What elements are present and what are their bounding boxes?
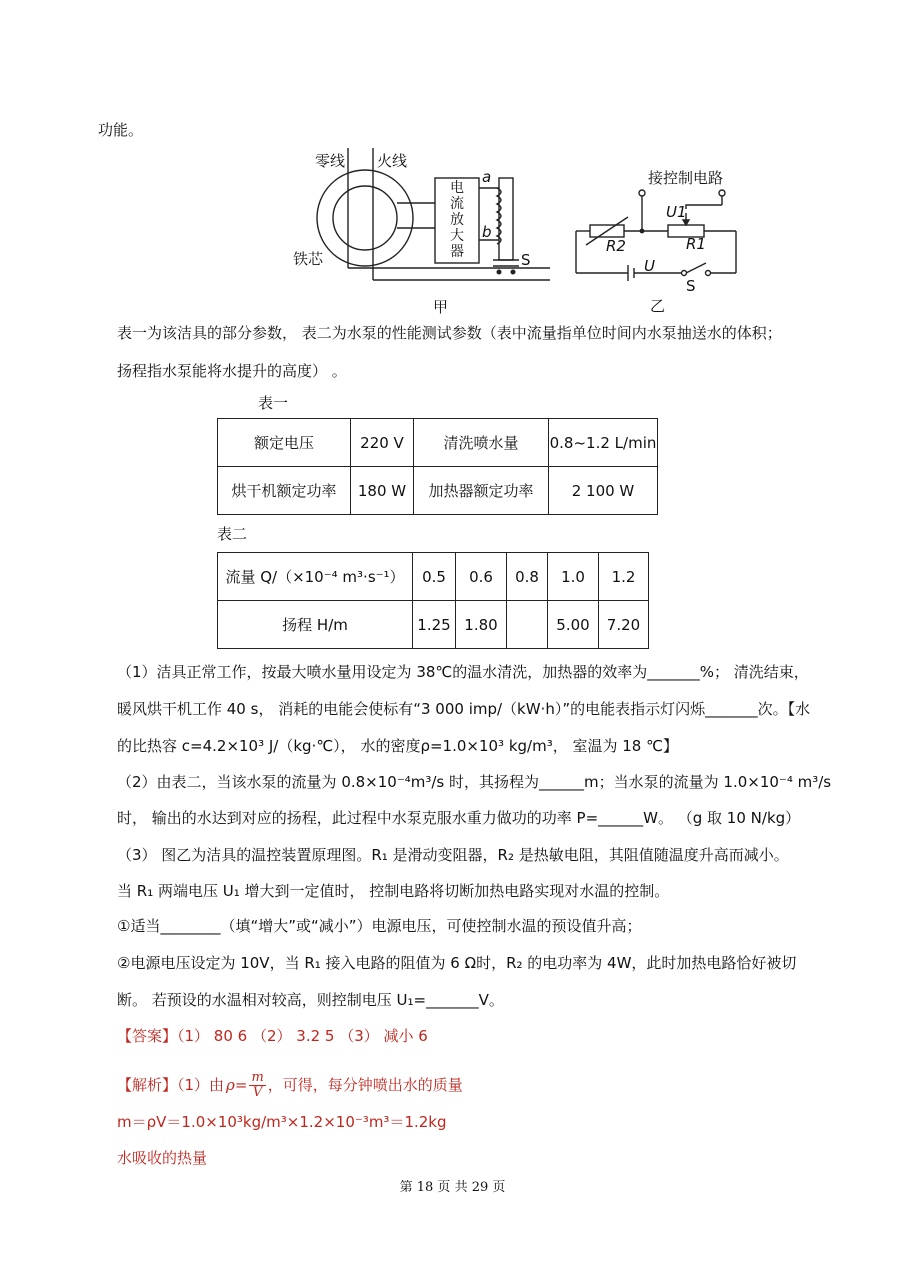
table1-cell: 0.8~1.2 L/min — [549, 419, 658, 467]
table1-cell: 2 100 W — [549, 467, 658, 515]
table2-title: 表二 — [217, 525, 248, 543]
analysis-prefix: 【解析】（1）由 — [117, 1076, 225, 1094]
page-footer: 第 18 页 共 29 页 — [399, 1180, 506, 1195]
table1-cell: 烘干机额定功率 — [218, 467, 351, 515]
table1-cell: 220 V — [351, 419, 414, 467]
amp-char: 流 — [450, 196, 464, 212]
label-a: a — [482, 168, 492, 186]
figure-jia — [285, 148, 565, 318]
label-switch-s: S — [521, 251, 531, 269]
question-line: 时， 输出的水达到对应的扬程，此过程中水泵克服水重力做功的功率 P=______W。 （g 取 10 N/kg） — [117, 809, 801, 827]
table2-cell: 0.8 — [507, 553, 548, 601]
caption-yi: 乙 — [650, 297, 666, 315]
question-line: 暖风烘干机工作 40 s， 消耗的电能会使标有“3 000 imp/（kW·h）”的电能表指示灯闪烁_______次。【水 — [117, 700, 811, 718]
formula-denominator: V — [252, 1084, 263, 1100]
label-r2: R2 — [606, 237, 626, 255]
label-live-line: 火线 — [377, 152, 408, 170]
label-control-circuit: 接控制电路 — [648, 169, 724, 187]
intro-line: 功能。 — [98, 121, 144, 139]
question-line: （2）由表二，当该水泵的流量为 0.8×10⁻⁴m³/s 时，其扬程为______m；当水泵的流量为 1.0×10⁻⁴ m³/s — [117, 773, 832, 791]
table2-label-head: 扬程 H/m — [218, 601, 413, 649]
label-switch-s: S — [686, 277, 696, 295]
table1-cell: 180 W — [351, 467, 414, 515]
table1-cell: 清洗喷水量 — [414, 419, 549, 467]
table2-cell: 5.00 — [548, 601, 599, 649]
table2-cell: 0.5 — [413, 553, 456, 601]
table2-cell: 1.80 — [456, 601, 507, 649]
amp-char: 器 — [450, 244, 464, 260]
table1-cell: 加热器额定功率 — [414, 467, 549, 515]
question-line: 当 R₁ 两端电压 U₁ 增大到一定值时， 控制电路将切断加热电路实现对水温的控制。 — [117, 882, 670, 900]
table2-cell: 7.20 — [599, 601, 649, 649]
label-iron-core: 铁芯 — [293, 250, 324, 268]
label-r1: R1 — [686, 235, 706, 253]
amp-char: 电 — [450, 180, 464, 196]
table2-cell: 1.2 — [599, 553, 649, 601]
table2-label-flow: 流量 Q/（×10⁻⁴ m³·s⁻¹） — [218, 553, 413, 601]
table1-title: 表一 — [258, 394, 289, 412]
label-u1: U1 — [666, 203, 687, 221]
question-line: （3） 图乙为洁具的温控装置原理图。R₁ 是滑动变阻器，R₂ 是热敏电阻，其阻值随温度升高而减小。 — [117, 846, 789, 864]
table1 — [217, 418, 658, 515]
table2 — [217, 552, 649, 649]
figure-jia-drawing — [285, 148, 565, 318]
figure-yi — [570, 165, 750, 315]
heat-line: 水吸收的热量 — [117, 1149, 208, 1167]
question-line: 的比热容 c=4.2×10³ J/（kg·℃）， 水的密度ρ=1.0×10³ kg/m³， 室温为 18 ℃】 — [117, 737, 678, 755]
table1-row — [218, 419, 658, 467]
analysis-suffix: ，可得，每分钟喷出水的质量 — [267, 1076, 463, 1094]
label-neutral-line: 零线 — [315, 152, 346, 170]
mass-calculation: m＝ρV＝1.0×10³kg/m³×1.2×10⁻³m³＝1.2kg — [117, 1113, 447, 1131]
para-tables-line-1: 表一为该洁具的部分参数， 表二为水泵的性能测试参数（表中流量指单位时间内水泵抽送水的体积； — [117, 324, 782, 342]
amp-char: 大 — [450, 228, 464, 244]
density-formula-lhs: ρ= — [226, 1076, 248, 1094]
table1-row — [218, 467, 658, 515]
answer-line: 【答案】（1） 80 6 （2） 3.2 5 （3） 减小 6 — [117, 1027, 428, 1045]
question-line: ②电源电压设定为 10V，当 R₁ 接入电路的阻值为 6 Ω时，R₂ 的电功率为 4W，此时加热电路恰好被切 — [117, 954, 797, 972]
table2-cell: 1.25 — [413, 601, 456, 649]
table1-cell: 额定电压 — [218, 419, 351, 467]
question-line: 断。 若预设的水温相对较高，则控制电压 U₁=_______V。 — [117, 991, 504, 1009]
label-b: b — [482, 223, 492, 241]
table2-cell — [507, 601, 548, 649]
question-line: （1）洁具正常工作，按最大喷水量用设定为 38℃的温水清洗，加热器的效率为_______%； 清洗结束， — [117, 663, 809, 681]
table2-cell: 0.6 — [456, 553, 507, 601]
table2-row-flow — [218, 553, 649, 601]
table2-cell: 1.0 — [548, 553, 599, 601]
analysis-line — [117, 1068, 463, 1102]
amplifier-label — [435, 180, 479, 260]
caption-jia: 甲 — [433, 298, 449, 316]
para-tables-line-2: 扬程指水泵能将水提升的高度） 。 — [117, 362, 347, 380]
question-line: ①适当________（填“增大”或“减小”）电源电压，可使控制水温的预设值升高； — [117, 917, 642, 935]
label-source-u: U — [644, 257, 655, 275]
amp-char: 放 — [450, 212, 464, 228]
formula-numerator: m — [251, 1069, 264, 1085]
density-formula-fraction — [249, 1071, 265, 1100]
table2-row-head — [218, 601, 649, 649]
